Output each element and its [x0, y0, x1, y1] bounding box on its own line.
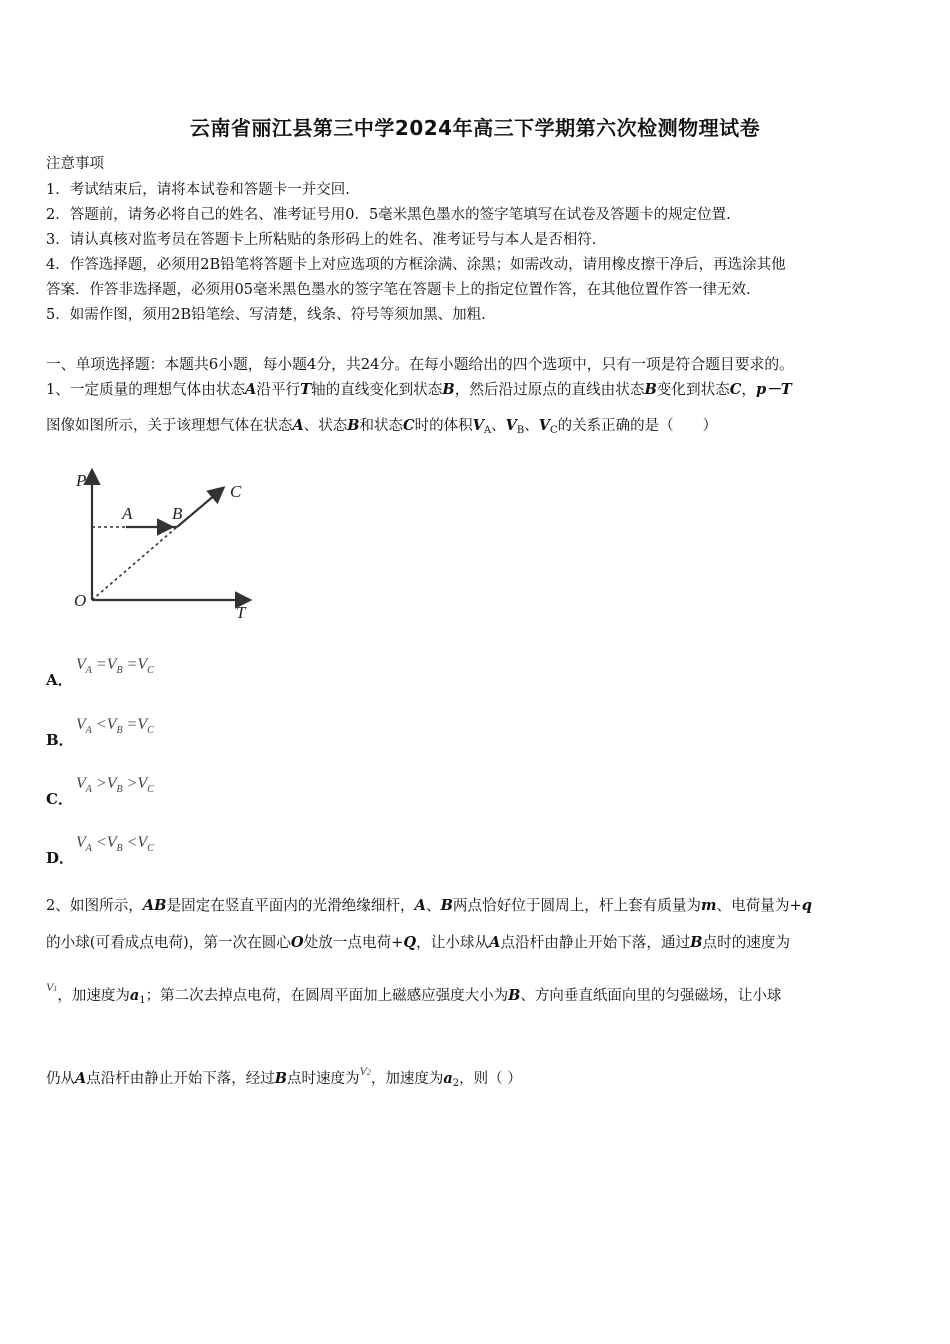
section-1-heading: 一、单项选择题：本题共6小题，每小题4分，共24分。在每小题给出的四个选项中，只有一项是符合题目要求的。: [46, 356, 794, 373]
q2-line-1: 2、如图所示，AB是固定在竖直平面内的光滑绝缘细杆，A、B两点恰好位于圆周上，杆上套有质量为m、电荷量为+q: [46, 897, 812, 914]
q2-line-2: 的小球(可看成点电荷)，第一次在圆心O处放一点电荷+Q，让小球从A点沿杆由静止开始下落，通过B点时的速度为: [46, 934, 791, 951]
notice-heading: 注意事项: [46, 156, 104, 172]
q1-line-2: 图像如图所示，关于该理想气体在状态A、状态B和状态C时的体积$V_A$、$V_B$、$V_C$的关系正确的是（ ）: [46, 417, 718, 436]
point-b-label: B: [172, 504, 183, 523]
q1-option-b-label[interactable]: B．: [46, 731, 74, 749]
q1-option-a-label[interactable]: A．: [46, 671, 73, 689]
q1-option-d-expr[interactable]: $V_A <V_B <V_C$: [76, 834, 154, 855]
point-a-label: A: [122, 504, 133, 523]
point-c-label: C: [230, 482, 242, 501]
t-axis-label: T: [236, 603, 246, 622]
notice-item-3: 3．请认真核对监考员在答题卡上所粘贴的条形码上的姓名、准考证号与本人是否相符.: [46, 232, 597, 248]
page-title: 云南省丽江县第三中学2024年高三下学期第六次检测物理试卷: [189, 116, 761, 140]
path-b-to-c: [177, 489, 222, 527]
notice-item-4-cont: 答案．作答非选择题，必须用05毫米黑色墨水的签字笔在答题卡上的指定位置作答，在其他位置作答一律无效.: [46, 282, 751, 298]
dashed-origin-line: [92, 527, 177, 600]
notice-item-5: 5．如需作图，须用2B铅笔绘、写清楚，线条、符号等须加黑、加粗.: [46, 307, 486, 323]
q2-line-3: $^{V1}$，加速度为$a_1$；第二次去掉点电荷，在圆周平面加上磁感应强度大小为B、方向垂直纸面向里的匀强磁场，让小球: [46, 980, 782, 1006]
notice-item-2: 2．答题前，请务必将自己的姓名、准考证号用0．5毫米黑色墨水的签字笔填写在试卷及答题卡的规定位置.: [46, 207, 731, 223]
q1-option-c-label[interactable]: C．: [46, 790, 73, 808]
pt-graph: [66, 466, 266, 626]
q1-option-d-label[interactable]: D．: [46, 849, 75, 867]
origin-label: O: [74, 591, 87, 610]
q1-option-b-expr[interactable]: $V_A <V_B =V_C$: [76, 716, 154, 737]
p-axis-label: P: [76, 471, 87, 490]
notice-item-1: 1．考试结束后，请将本试卷和答题卡一并交回.: [46, 182, 350, 198]
q2-line-4: 仍从A点沿杆由静止开始下落，经过B点时速度为$^{V2}$，加速度为$a_2$，则（ ）: [46, 1064, 522, 1089]
q1-line-1: 1、一定质量的理想气体由状态A沿平行T轴的直线变化到状态B，然后沿过原点的直线由状态B变化到状态C，p－T: [46, 381, 792, 398]
q1-option-a-expr[interactable]: $V_A =V_B =V_C$: [76, 656, 154, 677]
q1-option-c-expr[interactable]: $V_A >V_B >V_C$: [76, 775, 154, 796]
notice-item-4: 4．作答选择题，必须用2B铅笔将答题卡上对应选项的方框涂满、涂黑；如需改动，请用橡皮擦干净后，再选涂其他: [46, 257, 786, 273]
